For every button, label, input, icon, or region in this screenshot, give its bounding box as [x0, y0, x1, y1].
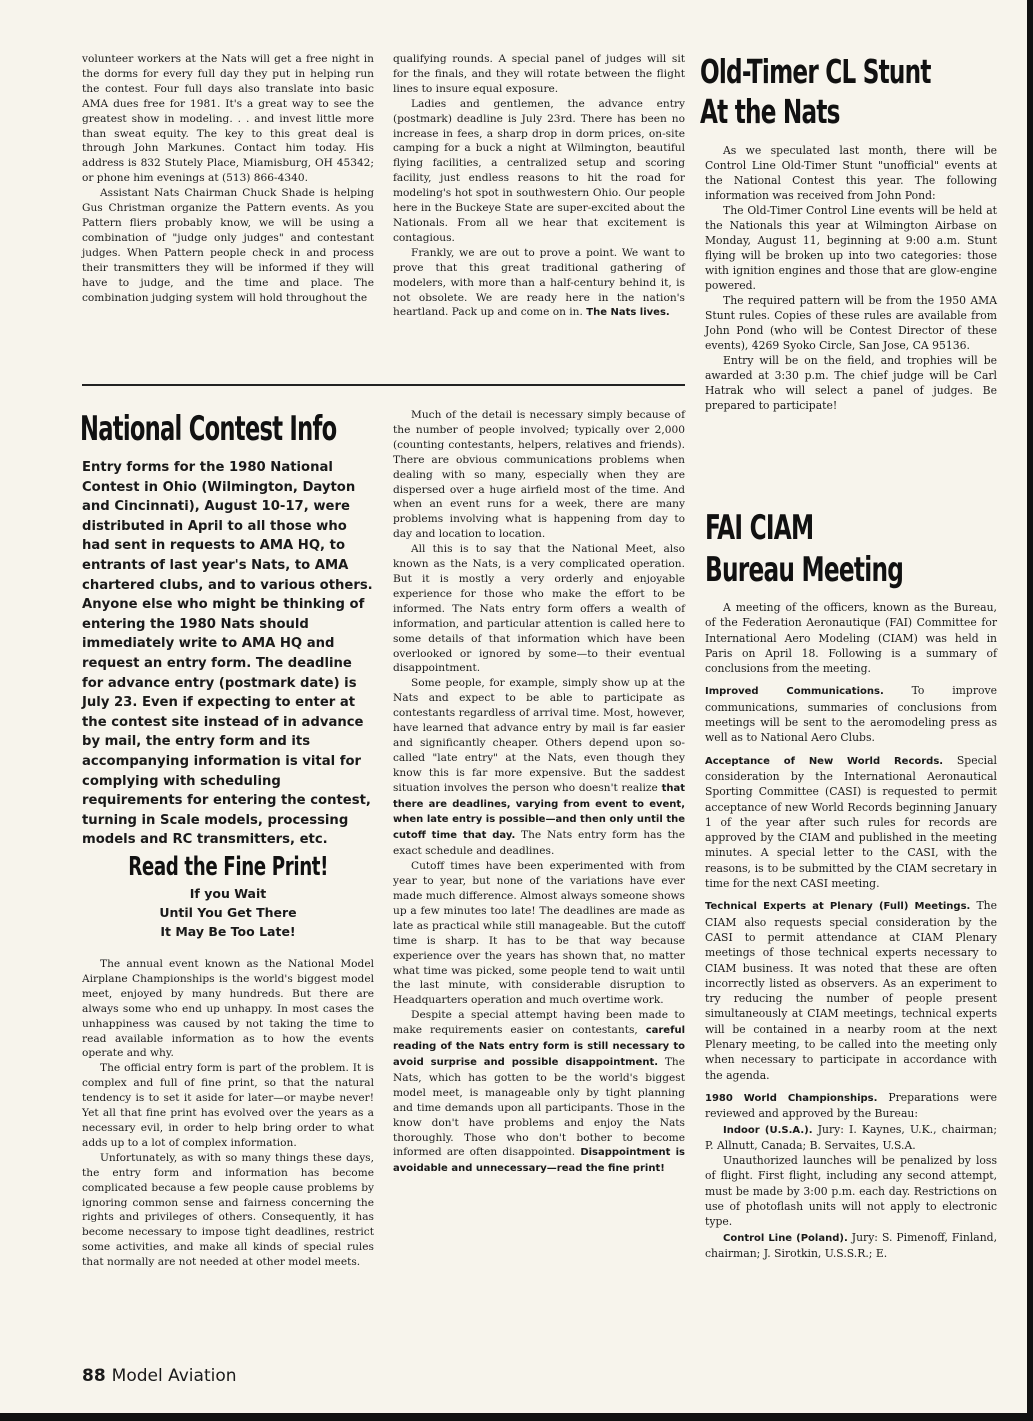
- paragraph: [393, 676, 685, 859]
- fineprint-heading: [82, 850, 374, 941]
- item-heading: Technical Experts at Plenary (Full) Meetings.: [705, 901, 971, 913]
- item-heading: Improved Communications.: [705, 686, 884, 698]
- item-text: The CIAM also requests special consideration by the CASI to permit attendance at CIAM Plenary meetings of those technical experts necessary to CIAM business. It was noted that these are often incorrectly listed as observers. As an experiment to try reducing the number of people present simultaneously at CIAM meetings, technical experts will be contained in a nearby room at the next Plenary meeting, to be called into the meeting only when necessary to participate in accordance with the agenda.: [705, 899, 997, 1082]
- top-column-2: [393, 52, 685, 321]
- fai-section: [705, 507, 1005, 591]
- paragraph: The required pattern will be from the 1950 AMA Stunt rules. Copies of these rules are available from John Pond (who will be Contest Director of these events), 4269 Syoko Circle, San Jose, CA 95136.: [705, 294, 997, 352]
- lead-paragraph: Entry forms for the 1980 National Contest in Ohio (Wilmington, Dayton and Cincinnati), August 10-17, were distributed in April to all those who had sent in requests to AMA HQ, to entrants of last year's Nats, to AMA chartered clubs, and to various others. Anyone else who might be thinking of entering the 1980 Nats should immediately write to AMA HQ and request an entry form. The deadline for advance entry (postmark date) is July 23. Even if expecting to enter at the contest site instead of in advance by mail, the entry form and its accompanying information is vital for complying with scheduling requirements for entering the contest, turning in Scale models, processing models and RC transmitters, etc.: [82, 460, 373, 848]
- subtitle-line: It May Be Too Late!: [160, 924, 296, 939]
- oldtimer-section: [700, 52, 1000, 132]
- fineprint-subtitle: [82, 884, 374, 941]
- item-text: Preparations were reviewed and approved by the Bureau:: [705, 1090, 998, 1121]
- paragraph: [393, 1008, 685, 1177]
- paragraph: The annual event known as the National Model Airplane Championships is the world's biggest model meet, enjoyed by many hundreds. But there are always some who end up unhappy. In most cases the unhappiness was caused by not taking the time to read available information as to how the events operate and why.: [82, 958, 374, 1060]
- publication-name: Model Aviation: [111, 1366, 237, 1386]
- paragraph: Cutoff times have been experimented with from year to year, but none of the variations have ever made much difference. Almost always someone shows up a few minutes too late! The deadlines are made as late as practical while still manageable. But the cutoff time is sharp. It has to be that way because experience over the years has shown that, no matter what time was picked, some people tend to wait until the last minute, with considerable disruption to Headquarters operation and much overtime work.: [393, 860, 685, 1007]
- scan-edge-right: [1027, 0, 1033, 1421]
- paragraph-text: Some people, for example, simply show up at the Nats and expect to be able to participate as contestants regardless of arrival time. Most, however, have learned that advance entry by mail is far easier and significantly cheaper. Others depend upon so-called "late entry" at the Nats, even though they know this is far more expensive. But the saddest situation involves the person who doesn't realize: [393, 677, 685, 794]
- paragraph: Assistant Nats Chairman Chuck Shade is helping Gus Christman organize the Pattern events. As you Pattern fliers probably know, we will be using a combination of "judge only judges" and contestant judges. When Pattern people check in and process their transmitters they will be informed if they will have to judge, and the time and place. The combination judging system will hold throughout the: [82, 187, 374, 304]
- oldtimer-title: [700, 52, 1000, 132]
- paragraph: [705, 898, 997, 1083]
- paragraph: volunteer workers at the Nats will get a free night in the dorms for every full day they put in helping run the contest. Four full days also translate into basic AMA dues free for 1981. It's a great way to see the greatest show in modeling. . . and invest little more than sweat equity. The key to this great deal is through John Markunes. Contact him today. His address is 832 Stutely Place, Miamisburg, OH 45342; or phone him evenings at (513) 866-4340.: [82, 53, 374, 185]
- fineprint-body: [82, 957, 374, 1270]
- paragraph: [705, 1122, 997, 1154]
- oldtimer-body: [705, 143, 997, 413]
- paragraph: qualifying rounds. A special panel of judges will sit for the finals, and they will rotate between the flight lines to insure equal exposure.: [393, 53, 685, 95]
- emphasis-text: that there are deadlines, varying from event to event, when late entry is possible—and then only until the cutoff time that day.: [393, 782, 685, 842]
- fineprint-title: Read the Fine Print!: [128, 852, 328, 882]
- title-line: Bureau Meeting: [705, 550, 904, 590]
- paragraph-text: The Nats, which has gotten to be the world's biggest model meet, is manageable only by tight planning and time demands upon all participants. Those in the know don't have problems and enjoy the Nats thoroughly. Those who don't bother to become informed are often disappointed.: [393, 1055, 686, 1159]
- paragraph: The official entry form is part of the problem. It is complex and full of fine print, so that the natural tendency is to set it aside for later—or maybe never! Yet all that fine print has evolved over the years as a necessary evil, in order to help bring order to what adds up to a lot of complex information.: [82, 1062, 374, 1149]
- subtitle-line: Until You Get There: [159, 905, 297, 920]
- paragraph: The Old-Timer Control Line events will be held at the Nationals this year at Wilmington Airbase on Monday, August 11, beginning at 9:00 a.m. Stunt flying will be broken up into two categories: those with ignition engines and those that are glow-engine powered.: [705, 204, 997, 292]
- item-heading: Indoor (U.S.A.).: [723, 1124, 813, 1136]
- paragraph: All this is to say that the National Meet, also known as the Nats, is a very complicated operation. But it is mostly a very orderly and enjoyable experience for those who make the effort to be informed. The Nats entry form offers a wealth of information, and particular attention is called here to some details of that information which have been overlooked or ignored by some—to their eventual disappointment.: [393, 543, 685, 675]
- fai-title: [705, 507, 1003, 591]
- paragraph: [705, 753, 997, 892]
- title-line: At the Nats: [700, 92, 840, 131]
- paragraph: [705, 1090, 997, 1122]
- closing-phrase: The Nats lives.: [586, 307, 670, 319]
- national-title: National Contest Info: [80, 409, 337, 449]
- item-text: Jury: S. Pimenoff, Finland, chairman; J. Sirotkin, U.S.S.R.; E.: [705, 1230, 998, 1260]
- paragraph: [705, 1230, 997, 1262]
- paragraph: A meeting of the officers, known as the Bureau, of the Federation Aeronautique (FAI) Committee for International Aero Modeling (CIAM) was held in Paris on April 18. Following is a summary of conclusions from the meeting.: [705, 601, 997, 676]
- subtitle-line: If you Wait: [189, 886, 267, 901]
- paragraph: Entry will be on the field, and trophies will be awarded at 3:30 p.m. The chief judge will be Carl Hatrak who will select a panel of judges. Be prepared to participate!: [705, 354, 997, 412]
- item-text: To improve communications, summaries of conclusions from meetings will be sent to the aeromodeling press as well as to National Aero Clubs.: [705, 684, 997, 745]
- paragraph-text: The Nats entry form has the exact schedule and deadlines.: [393, 829, 685, 858]
- fai-body: [705, 600, 997, 1261]
- section-divider: [82, 384, 685, 386]
- national-lead: [82, 458, 374, 850]
- paragraph: Ladies and gentlemen, the advance entry (postmark) deadline is July 23rd. There has been no increase in fees, a sharp drop in dorm prices, on-site camping for a buck a night at Wilmington, beautiful flying facilities, a centralized setup and scoring facility, just endless reasons to hit the road for modeling's hot spot in southwestern Ohio. Our people here in the Buckeye State are super-excited about the Nationals. From all we hear that excitement is contagious.: [393, 97, 685, 244]
- item-text: Jury: I. Kaynes, U.K., chairman; P. Allnutt, Canada; B. Servaites, U.S.A.: [705, 1122, 998, 1152]
- title-line: Old-Timer CL Stunt: [700, 52, 931, 91]
- paragraph-text: Despite a special attempt having been made to make requirements easier on contestants,: [393, 1009, 685, 1037]
- middle-column: [393, 408, 685, 1177]
- paragraph-text: Frankly, we are out to prove a point. We want to prove that this great traditional gathering of modelers, with more than a half-century behind it, is not obsolete. We are ready here in the nation's heartland. Pack up and come on in.: [393, 246, 685, 319]
- item-heading: 1980 World Championships.: [705, 1092, 878, 1104]
- page-footer: [82, 1366, 237, 1386]
- top-column-1: [82, 52, 374, 305]
- item-text: Special consideration by the International Aeronautical Sporting Committee (CASI) is requested to permit acceptance of new World Records beginning January 1 of the year after such rules for records are approved by the CIAM and published in the meeting minutes. A special letter to the CASI, with the reasons, is to be submitted by the CIAM secretary in time for the next CASI meeting.: [705, 753, 997, 891]
- emphasis-text: careful reading of the Nats entry form is still necessary to avoid surprise and possible disappointment.: [393, 1025, 685, 1068]
- paragraph: [705, 683, 997, 745]
- paragraph: [393, 246, 685, 322]
- paragraph: As we speculated last month, there will be Control Line Old-Timer Stunt "unofficial" events at the National Contest this year. The following information was received from John Pond:: [705, 144, 997, 202]
- title-line: FAI CIAM: [705, 508, 814, 548]
- page-number: 88: [82, 1366, 106, 1386]
- national-section: [80, 408, 380, 450]
- emphasis-text: Disappointment is avoidable and unnecessary—read the fine print!: [393, 1147, 685, 1175]
- paragraph: Much of the detail is necessary simply because of the number of people involved; typically over 2,000 (counting contestants, helpers, relatives and friends). There are obvious communications problems when dealing with so many, especially when they are dispersed over a huge airfield most of the time. And when an event runs for a week, there are many problems involving what is happening from day to day and location to location.: [393, 409, 685, 541]
- item-heading: Acceptance of New World Records.: [705, 755, 944, 767]
- scan-edge-bottom: [0, 1413, 1033, 1421]
- paragraph: Unauthorized launches will be penalized by loss of flight. First flight, including any second attempt, must be made by 3:00 p.m. each day. Restrictions on use of photoflash units will not apply to electronic type.: [705, 1154, 997, 1229]
- paragraph: Unfortunately, as with so many things these days, the entry form and information has become complicated because a few people cause problems by ignoring common sense and fairness concerning the rights and privileges of others. Consequently, it has become necessary to impose tight deadlines, restrict some activities, and make all kinds of special rules that normally are not needed at other model meets.: [82, 1151, 374, 1269]
- item-heading: Control Line (Poland).: [723, 1232, 848, 1244]
